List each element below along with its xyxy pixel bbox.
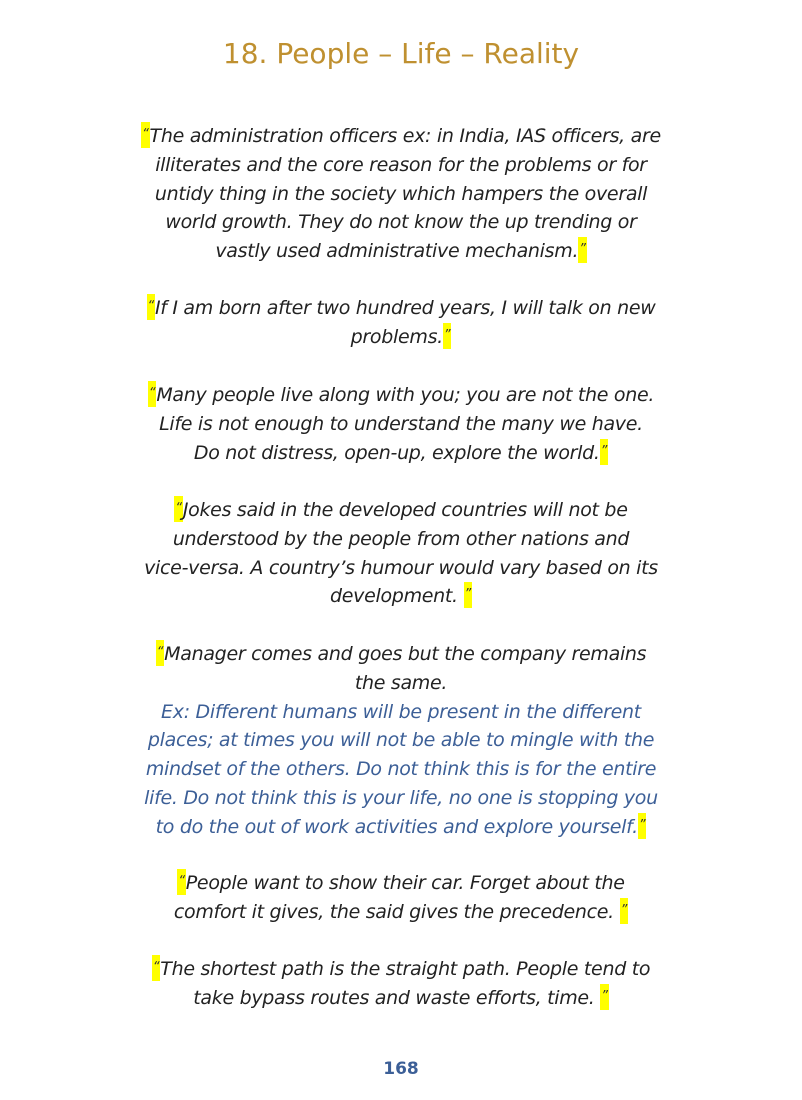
quote-line [120, 381, 682, 410]
quote-text: the same. [354, 671, 448, 694]
open-quote-mark: “ [177, 869, 185, 895]
close-quote-mark: ” [638, 813, 646, 839]
close-quote-mark: ” [600, 984, 608, 1010]
open-quote-mark: “ [174, 496, 182, 522]
quote-line [120, 984, 682, 1013]
open-quote-mark: “ [148, 381, 156, 407]
quote-line [120, 439, 682, 468]
quote-text: Do not distress, open-up, explore the world. [193, 441, 600, 464]
page-number: 168 [383, 1059, 419, 1079]
open-quote-mark: “ [152, 955, 160, 981]
quote-text: understood by the people from other nations and [172, 527, 630, 550]
quote-line [120, 955, 682, 984]
close-quote-mark: ” [464, 582, 472, 608]
quote-text: comfort it gives, the said gives the precedence. [173, 900, 620, 923]
example-text: places; at times you will not be able to mingle with the [147, 729, 655, 752]
quote-block [120, 640, 682, 842]
quote-line [120, 640, 682, 669]
quote-text: development. [330, 585, 464, 608]
open-quote-mark: “ [156, 640, 164, 666]
quote-text: take bypass routes and waste efforts, time. [193, 986, 601, 1009]
quote-block [120, 496, 682, 611]
quote-block [120, 294, 682, 352]
quote-text: Manager comes and goes but the company remains [164, 643, 647, 665]
open-quote-mark: “ [147, 294, 155, 320]
quote-text: People want to show their car. Forget about the [185, 872, 625, 894]
quote-text: If I am born after two hundred years, I will talk on new [154, 297, 656, 319]
close-quote-mark: ” [578, 237, 586, 263]
example-text: to do the out of work activities and explore yourself. [155, 815, 638, 838]
quote-line [120, 237, 682, 266]
example-line [120, 813, 682, 842]
page-title: 18. People – Life – Reality [222, 37, 580, 70]
quote-text: vice-versa. A country’s humour would vary based on its [144, 556, 658, 579]
quote-text: Jokes said in the developed countries will not be [182, 499, 628, 521]
quote-text: vastly used administrative mechanism. [215, 240, 579, 263]
example-text: life. Do not think this is your life, no one is stopping you [144, 786, 658, 809]
quote-block [120, 381, 682, 467]
quote-block [120, 869, 682, 927]
quote-line [120, 869, 682, 898]
quote-line [120, 294, 682, 323]
quote-line [120, 582, 682, 611]
quote-text: problems. [350, 325, 443, 348]
quote-line [120, 898, 682, 927]
quote-text: untidy thing in the society which hampers the overall [154, 182, 648, 205]
close-quote-mark: ” [620, 898, 628, 924]
quote-line [120, 496, 682, 525]
quote-text: Many people live along with you; you are not the one. [156, 384, 655, 406]
quote-text: The shortest path is the straight path. People tend to [160, 958, 651, 980]
quote-text: world growth. They do not know the up trending or [165, 211, 637, 234]
quote-block [120, 955, 682, 1013]
example-text: Ex: Different humans will be present in the different [161, 700, 641, 723]
close-quote-mark: ” [443, 323, 451, 349]
quote-line [120, 122, 682, 151]
quote-text: Life is not enough to understand the many we have. [159, 412, 643, 435]
close-quote-mark: ” [600, 439, 608, 465]
quote-block [120, 122, 682, 266]
quote-line [120, 323, 682, 352]
quote-text: The administration officers ex: in India, IAS officers, are [149, 125, 661, 147]
quote-text: illiterates and the core reason for the problems or for [155, 153, 647, 176]
open-quote-mark: “ [141, 122, 149, 148]
example-text: mindset of the others. Do not think this is for the entire [145, 758, 657, 781]
